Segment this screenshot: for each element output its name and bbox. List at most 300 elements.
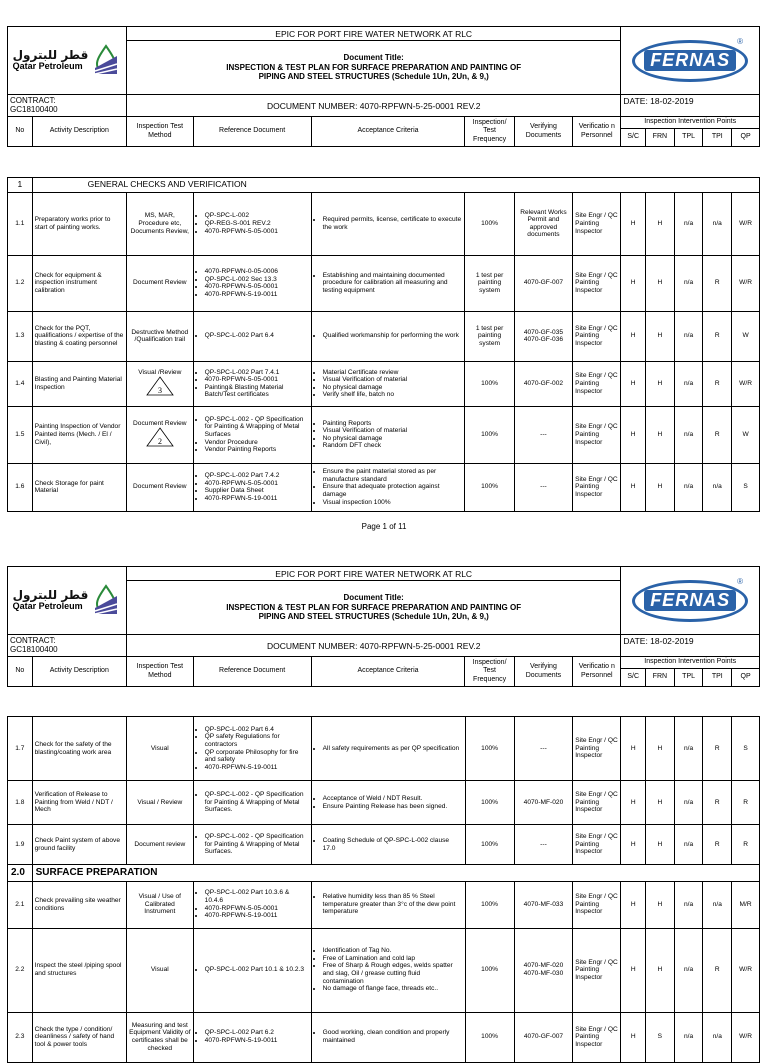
inspection-method [126,781,193,825]
client-logo [8,567,127,635]
intervention-sc: H [621,255,646,311]
document-title-label: Document Title: [343,593,404,603]
acceptance-list-item: • Ensure Painting Release has been signed. [323,803,463,811]
acceptance-list-item: • Visual Verification of material [323,427,463,435]
reference-list [196,833,309,856]
test-frequency: 100% [465,192,514,255]
reference-document [193,928,311,1012]
intervention-qp: W/R [732,255,760,311]
reference-list-item: • Painting& Blasting Material Batch/Test certificates [205,384,309,399]
contract-number: GC18100400 [10,644,58,654]
reference-document [193,881,311,928]
document-title-label: Document Title: [343,53,404,63]
item-number: 1.6 [8,463,33,511]
activity-description: Preparatory works prior to start of painting works. [32,192,126,255]
inspection-method-text: Document Review [133,483,187,491]
intervention-tpi: R [703,361,732,406]
intervention-qp: W/R [732,361,760,406]
reference-list [196,212,309,235]
revision-triangle-icon [146,376,174,396]
test-frequency: 100% [465,825,514,865]
col-header-frn: FRN [646,129,675,147]
page-1 [0,0,768,531]
intervention-frn: H [646,717,675,781]
verification-personnel: Site Engr / QC Painting Inspector [573,781,621,825]
acceptance-list-item: • Ensure the paint material stored as per manufacture standard [323,468,463,483]
acceptance-list-item: • Acceptance of Weld / NDT Result. [323,795,463,803]
inspection-method [126,881,193,928]
reference-list-item: • Vendor Painting Reports [205,446,309,454]
intervention-frn: H [646,928,675,1012]
inspection-method [126,1012,193,1062]
revision-number: 2 [157,437,162,447]
inspection-method [126,361,193,406]
reference-document [193,463,311,511]
section-number: 2.0 [8,865,33,882]
intervention-frn: H [645,463,674,511]
item-number: 2.2 [8,928,33,1012]
inspection-method [126,463,193,511]
intervention-tpi: R [703,781,732,825]
intervention-qp: W [732,311,760,361]
intervention-tpi: R [703,825,732,865]
contract-cell [8,95,127,117]
acceptance-criteria [311,463,465,511]
inspection-method-text: Visual / Use of Calibrated Instrument [138,893,182,916]
document-number: DOCUMENT NUMBER: 4070-RPFWN-5-25-0001 REV.2 [126,635,620,657]
verification-personnel: Site Engr / QC Painting Inspector [573,928,621,1012]
page-2 [0,566,768,1052]
inspection-method-text: Document Review [133,279,187,287]
col-header-personnel: Verificatio n Personnel [573,657,621,687]
intervention-qp: S [732,463,760,511]
activity-description: Check for the safety of the blasting/coating work area [32,717,126,781]
intervention-tpi: R [703,255,732,311]
qp-emblem-icon [91,44,121,78]
test-frequency: 100% [465,928,514,1012]
acceptance-list-item: • Required permits, license, certificate to execute the work [323,216,463,231]
section-title: SURFACE PREPARATION [32,865,759,882]
page-header [7,566,760,687]
reference-list-item: • Vendor Procedure [205,439,309,447]
intervention-tpl: n/a [674,1012,703,1062]
col-header-reference: Reference Document [193,657,311,687]
verification-personnel: Site Engr / QC Painting Inspector [573,406,621,463]
intervention-frn: H [645,361,674,406]
reference-list-item: • 4070-RPFWN-5-19-0011 [205,912,309,920]
intervention-frn: H [645,192,674,255]
reference-list-item: • 4070-RPFWN-5-19-0011 [205,495,309,503]
intervention-sc: H [621,825,646,865]
test-frequency: 100% [465,781,514,825]
intervention-tpl: n/a [674,361,703,406]
intervention-sc: H [621,361,646,406]
intervention-qp: W [732,406,760,463]
table-row [8,406,760,463]
acceptance-criteria [311,881,465,928]
intervention-frn: H [645,255,674,311]
reference-document [193,1012,311,1062]
acceptance-list [314,216,463,231]
table-row [8,192,760,255]
acceptance-list-item: • Ensure that adequate protection against damage [323,483,463,498]
verifying-documents: --- [514,463,572,511]
contractor-logo [621,27,760,95]
intervention-tpl: n/a [674,781,703,825]
reference-document [193,781,311,825]
registered-mark-icon: ® [737,576,743,586]
reference-list-item: • QP-SPC-L-002 Sec 13.3 [205,276,309,284]
intervention-tpi: n/a [703,192,732,255]
section-title: GENERAL CHECKS AND VERIFICATION [32,178,759,193]
col-header-sc: S/C [621,129,646,147]
intervention-tpl: n/a [674,825,703,865]
col-header-tpl: TPL [674,129,703,147]
col-header-method: Inspection Test Method [126,657,193,687]
inspection-method [126,406,193,463]
intervention-frn: H [646,825,675,865]
reference-list [196,416,309,454]
acceptance-criteria [311,255,465,311]
acceptance-criteria [311,361,465,406]
document-number: DOCUMENT NUMBER: 4070-RPFWN-5-25-0001 REV.2 [126,95,620,117]
col-header-method: Inspection Test Method [126,117,193,147]
test-frequency: 100% [465,361,514,406]
client-name: Qatar Petroleum [12,601,83,612]
inspection-method [126,192,193,255]
col-header-qp: QP [732,129,760,147]
acceptance-list [314,332,463,340]
reference-list [196,472,309,502]
intervention-frn: H [645,311,674,361]
intervention-frn: S [646,1012,675,1062]
verifying-documents: 4070-MF-033 [514,881,572,928]
intervention-qp: R [732,825,760,865]
inspection-method-text: Visual [150,966,169,974]
test-frequency: 100% [465,463,514,511]
inspection-method-text: Visual / Review [137,798,183,806]
reference-list-item: • 4070-RPFWN-0-05-0006 [205,268,309,276]
col-header-qp: QP [732,669,760,687]
intervention-tpi: n/a [703,1012,732,1062]
inspection-method [126,255,193,311]
test-frequency: 1 test per painting system [465,311,514,361]
intervention-frn: H [646,781,675,825]
col-header-acceptance: Acceptance Criteria [311,657,465,687]
inspection-method-text: Measuring and test Equipment Validity of certificates shall be checked [129,1021,191,1052]
item-number: 1.4 [8,361,33,406]
acceptance-list [314,272,463,295]
acceptance-list-item: • No physical damage [323,384,463,392]
item-number: 1.1 [8,192,33,255]
page-footer: Page 1 of 11 [361,522,407,531]
intervention-qp: R [732,781,760,825]
activity-description: Check Paint system of above ground facility [32,825,126,865]
reference-list-item: • QP-SPC-L-002 Part 7.4.1 [205,369,309,377]
acceptance-list-item: • Visual Verification of material [323,376,463,384]
verification-personnel: Site Engr / QC Painting Inspector [573,1012,621,1062]
acceptance-list [314,745,463,753]
acceptance-list [314,947,463,992]
acceptance-criteria [311,192,465,255]
contract-cell [8,635,127,657]
reference-list-item: • 4070-RPFWN-5-05-0001 [205,283,309,291]
table-row [8,311,760,361]
inspection-method [126,311,193,361]
client-name-arabic: قطر للبترول [12,48,89,63]
col-header-intervention: Inspection Intervention Points [621,117,760,129]
acceptance-list-item: • No damage of flange face, threads etc.. [323,985,463,993]
verifying-documents: 4070-GF-007 [514,255,572,311]
intervention-qp: W/R [732,1012,760,1062]
acceptance-criteria [311,1012,465,1062]
activity-description: Painting Inspection of Vendor Painted items (Mech. / El / Civil), [32,406,126,463]
inspection-method-text: Document review [134,840,186,848]
intervention-sc: H [621,1012,646,1062]
reference-list [196,1029,309,1044]
acceptance-list [314,893,463,916]
test-frequency: 1 test per painting system [465,255,514,311]
verification-personnel: Site Engr / QC Painting Inspector [573,255,621,311]
col-header-no: No [8,657,33,687]
col-header-sc: S/C [621,669,646,687]
table-row [8,1012,760,1062]
contract-label: CONTRACT: [10,95,56,105]
item-number: 1.7 [8,717,33,781]
acceptance-list [314,837,463,852]
acceptance-criteria [311,717,465,781]
acceptance-list [314,795,463,810]
col-header-no: No [8,117,33,147]
acceptance-list-item: • Qualified workmanship for performing the work [323,332,463,340]
verification-personnel: Site Engr / QC Painting Inspector [573,192,621,255]
revision-number: 3 [157,386,162,396]
acceptance-list-item: • Painting Reports [323,420,463,428]
intervention-sc: H [621,406,646,463]
verifying-documents: 4070-MF-020 [514,781,572,825]
contractor-logo [621,567,760,635]
acceptance-list [314,468,463,506]
table-row [8,781,760,825]
reference-document [193,717,311,781]
reference-list-item: • QP-SPC-L-002 - QP Specification for Painting & Wrapping of Metal Surfaces. [205,791,309,814]
reference-list-item: • 4070-RPFWN-5-19-0011 [205,1037,309,1045]
project-title: EPIC FOR PORT FIRE WATER NETWORK AT RLC [126,567,620,581]
client-name-arabic: قطر للبترول [12,588,89,603]
intervention-tpl: n/a [674,192,703,255]
reference-list [196,726,309,771]
test-frequency: 100% [465,1012,514,1062]
reference-list-item: • Supplier Data Sheet [205,487,309,495]
col-header-tpi: TPI [703,129,732,147]
col-header-frn: FRN [646,669,675,687]
reference-list-item: • 4070-RPFWN-5-05-0001 [205,905,309,913]
col-header-personnel: Verificatio n Personnel [573,117,621,147]
intervention-sc: H [621,311,646,361]
intervention-tpl: n/a [674,406,703,463]
itp-table-page-2 [7,716,760,1063]
intervention-tpi: R [703,311,732,361]
item-number: 1.2 [8,255,33,311]
reference-list-item: • QP safety Regulations for contractors [205,733,309,748]
intervention-frn: H [646,881,675,928]
document-title-line-2: PIPING AND STEEL STRUCTURES (Schedule 1Un, 2Un, & 9,) [258,612,489,622]
reference-list-item: • QP-REG-S-001 REV.2 [205,220,309,228]
col-header-activity: Activity Description [32,657,126,687]
reference-list [196,332,309,340]
contract-number: GC18100400 [10,104,58,114]
col-header-frequency: Inspection/ Test Frequency [465,117,514,147]
reference-list-item: • QP-SPC-L-002 [205,212,309,220]
reference-list-item: • QP-SPC-L-002 Part 6.2 [205,1029,309,1037]
acceptance-criteria [311,406,465,463]
test-frequency: 100% [465,881,514,928]
document-date: DATE: 18-02-2019 [621,95,760,117]
inspection-method-text: Visual /Review [138,368,182,376]
reference-list-item: • 4070-RPFWN-5-05-0001 [205,228,309,236]
inspection-method-text: Visual [150,744,169,752]
reference-list-item: • QP corporate Philosophy for fire and safety [205,749,309,764]
activity-description: Check for the PQT, qualifications / expertise of the blasting & coating personnel [32,311,126,361]
intervention-tpl: n/a [674,928,703,1012]
test-frequency: 100% [465,406,514,463]
reference-document [193,361,311,406]
contract-label: CONTRACT: [10,635,56,645]
inspection-method [126,717,193,781]
table-row [8,825,760,865]
intervention-sc: H [621,192,646,255]
col-header-verifying: Verifying Documents [514,117,572,147]
reference-list-item: • 4070-RPFWN-5-05-0001 [205,376,309,384]
reference-list-item: • QP-SPC-L-002 - QP Specification for Painting & Wrapping of Metal Surfaces [205,416,309,439]
reference-document [193,311,311,361]
intervention-tpi: n/a [703,463,732,511]
document-date: DATE: 18-02-2019 [621,635,760,657]
document-title-line-2: PIPING AND STEEL STRUCTURES (Schedule 1Un, 2Un, & 9,) [258,72,489,82]
acceptance-list-item: • Relative humidity less than 85 % Steel temperature greater than 3°c of the dew point temperature [323,893,463,916]
acceptance-list [314,1029,463,1044]
activity-description: Check for equipment & inspection instrument calibration [32,255,126,311]
document-title-line-1: INSPECTION & TEST PLAN FOR SURFACE PREPARATION AND PAINTING OF [226,62,522,72]
acceptance-list [314,420,463,450]
intervention-tpi: R [703,928,732,1012]
registered-mark-icon: ® [737,36,743,46]
verification-personnel: Site Engr / QC Painting Inspector [573,463,621,511]
col-header-tpi: TPI [703,669,732,687]
inspection-method [126,928,193,1012]
intervention-sc: H [621,717,646,781]
table-row [8,255,760,311]
acceptance-list-item: • No physical damage [323,435,463,443]
inspection-method-text: Destructive Method /Qualification trail [131,328,189,344]
intervention-tpl: n/a [674,255,703,311]
document-title [126,581,620,635]
acceptance-list-item: • Material Certificate review [323,369,463,377]
acceptance-list-item: • Free of Sharp & Rough edges, welds spatter and slag, Oil / grease cutting fluid contamination [323,962,463,985]
table-row [8,928,760,1012]
reference-list-item: • QP-SPC-L-002 Part 7.4.2 [205,472,309,480]
intervention-tpl: n/a [674,463,703,511]
col-header-intervention: Inspection Intervention Points [621,657,760,669]
intervention-sc: H [621,881,646,928]
reference-document [193,406,311,463]
intervention-sc: H [621,781,646,825]
verification-personnel: Site Engr / QC Painting Inspector [573,311,621,361]
document-title [126,41,620,95]
activity-description: Check the type / condition/ cleanliness / safety of hand tool & power tools [32,1012,126,1062]
verifying-documents: --- [514,717,572,781]
col-header-frequency: Inspection/ Test Frequency [465,657,514,687]
reference-document [193,825,311,865]
revision-triangle-icon [146,427,174,447]
reference-list [196,268,309,298]
activity-description: Check prevailing site weather conditions [32,881,126,928]
item-number: 1.3 [8,311,33,361]
acceptance-criteria [311,781,465,825]
item-number: 1.5 [8,406,33,463]
intervention-tpl: n/a [674,881,703,928]
acceptance-list-item: • All safety requirements as per QP specification [323,745,463,753]
activity-description: Verification of Release to Painting from Weld / NDT / Mech [32,781,126,825]
col-header-activity: Activity Description [32,117,126,147]
intervention-qp: M/R [732,881,760,928]
client-logo [8,27,127,95]
acceptance-list-item: • Visual inspection 100% [323,499,463,507]
acceptance-list-item: • Establishing and maintaining documented procedure for calibration all measuring and testing equipment [323,272,463,295]
col-header-tpl: TPL [674,669,703,687]
reference-list-item: • QP-SPC-L-002 Part 10.3.6 & 10.4.6 [205,889,309,904]
table-row [8,361,760,406]
acceptance-list [314,369,463,399]
reference-list-item: • QP-SPC-L-002 Part 10.1 & 10.2.3 [205,966,309,974]
item-number: 1.9 [8,825,33,865]
intervention-tpl: n/a [674,311,703,361]
intervention-tpi: R [703,717,732,781]
verifying-documents: 4070-GF-035 4070-GF-036 [514,311,572,361]
reference-list-item: • 4070-RPFWN-5-19-0011 [205,291,309,299]
col-header-verifying: Verifying Documents [514,657,572,687]
reference-list-item: • QP-SPC-L-002 - QP Specification for Painting & Wrapping of Metal Surfaces. [205,833,309,856]
intervention-tpl: n/a [674,717,703,781]
item-number: 2.3 [8,1012,33,1062]
acceptance-list-item: • Free of Lamination and cold lap [323,955,463,963]
table-row [8,717,760,781]
table-row [8,463,760,511]
reference-list [196,889,309,919]
reference-list [196,369,309,399]
verifying-documents: 4070-GF-002 [514,361,572,406]
item-number: 1.8 [8,781,33,825]
verification-personnel: Site Engr / QC Painting Inspector [573,881,621,928]
verifying-documents: Relevant Works Permit and approved documents [514,192,572,255]
reference-list-item: • QP-SPC-L-002 Part 6.4 [205,726,309,734]
reference-list [196,791,309,814]
reference-list-item: • 4070-RPFWN-5-05-0001 [205,480,309,488]
intervention-qp: S [732,717,760,781]
reference-list-item: • 4070-RPFWN-5-19-0011 [205,764,309,772]
activity-description: Inspect the steel /piping spool and structures [32,928,126,1012]
qp-emblem-icon [91,584,121,618]
verification-personnel: Site Engr / QC Painting Inspector [573,825,621,865]
intervention-frn: H [645,406,674,463]
reference-list [196,966,309,974]
verification-personnel: Site Engr / QC Painting Inspector [573,361,621,406]
client-name: Qatar Petroleum [12,61,83,72]
acceptance-criteria [311,928,465,1012]
intervention-tpi: n/a [703,881,732,928]
intervention-tpi: R [703,406,732,463]
activity-description: Blasting and Painting Material Inspection [32,361,126,406]
